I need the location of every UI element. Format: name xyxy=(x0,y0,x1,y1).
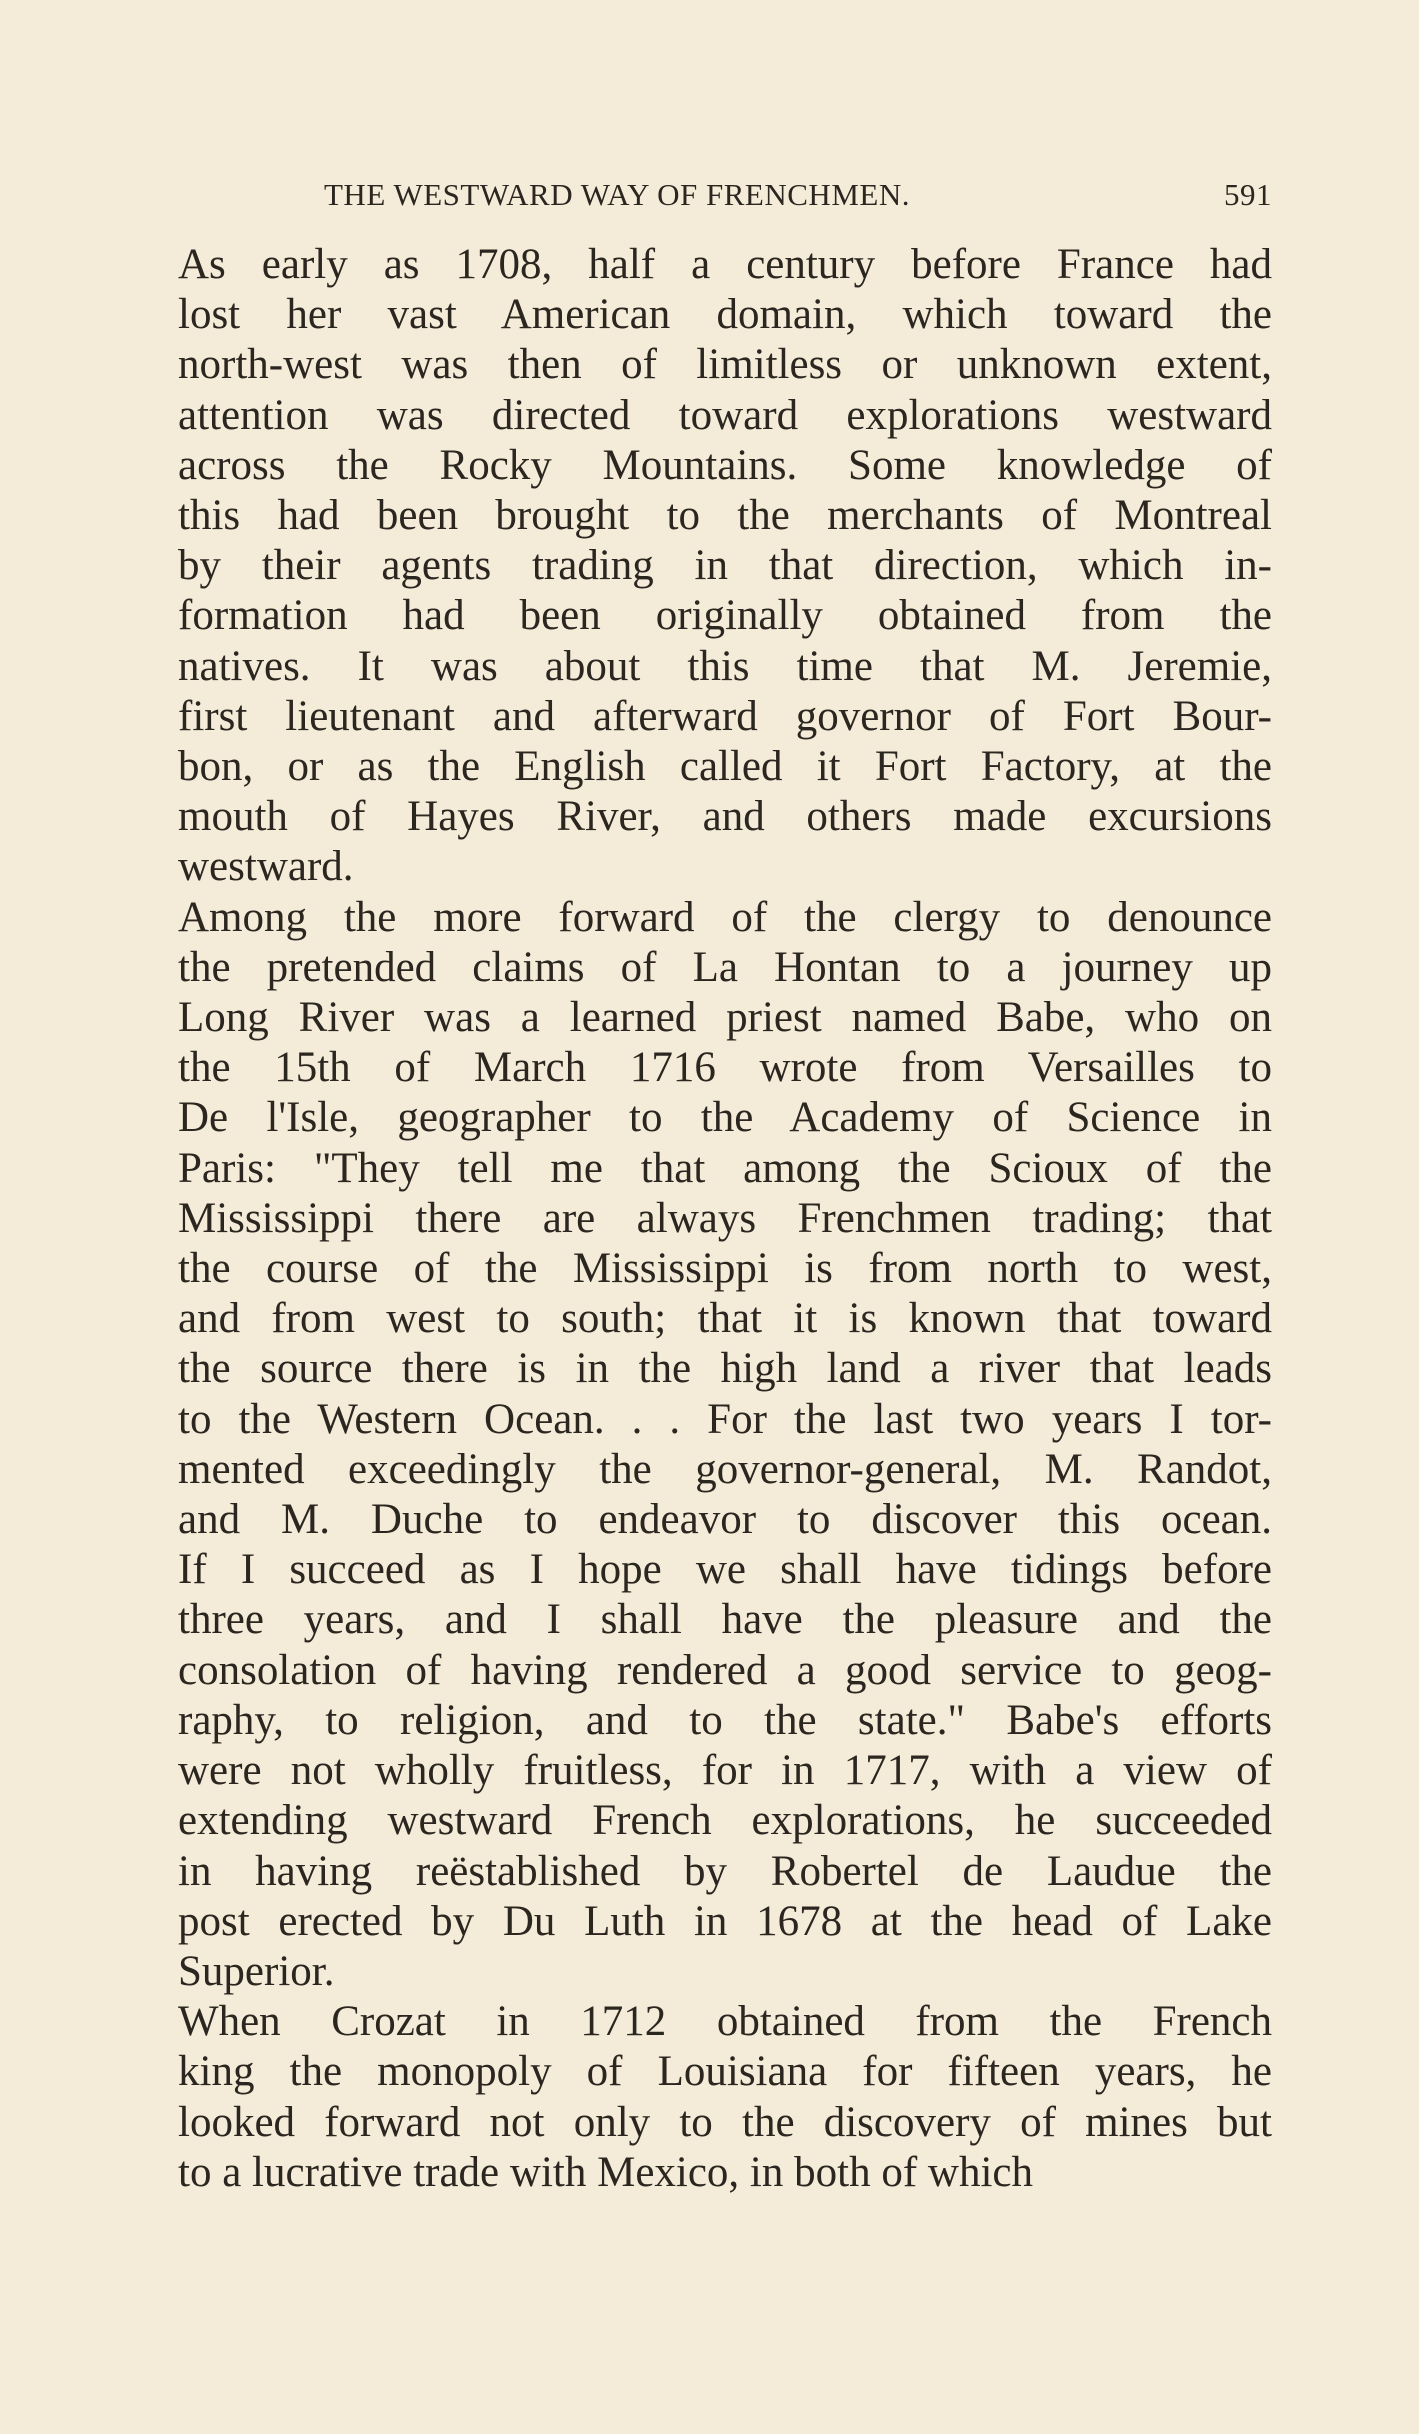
text-line: westward. xyxy=(178,843,354,891)
text-line: by their agents trading in that direction, which in- xyxy=(178,542,1272,590)
text-line: this had been brought to the merchants of Montreal xyxy=(178,492,1272,540)
page-number: 591 xyxy=(1224,177,1272,212)
text-line: consolation of having rendered a good service to geog- xyxy=(178,1646,1272,1694)
text-line: Long River was a learned priest named Babe, who on xyxy=(178,994,1272,1042)
text-line: extending westward French explorations, he succeeded xyxy=(178,1797,1272,1845)
text-line: Paris: "They tell me that among the Scioux of the xyxy=(178,1144,1272,1192)
paragraph xyxy=(126,1997,1272,2198)
text-line: mented exceedingly the governor-general, M. Randot, xyxy=(178,1445,1272,1493)
text-line: in having reëstablished by Robertel de Laudue the xyxy=(178,1847,1272,1895)
text-line: post erected by Du Luth in 1678 at the head of Lake xyxy=(178,1897,1272,1945)
running-title: THE WESTWARD WAY OF FRENCHMEN. xyxy=(324,177,910,212)
text-line: to the Western Ocean. . . For the last two years I tor- xyxy=(178,1395,1272,1443)
text-line: the course of the Mississippi is from north to west, xyxy=(178,1245,1272,1293)
text-line: to a lucrative trade with Mexico, in both of which xyxy=(178,2148,1033,2196)
text-line: north-west was then of limitless or unknown extent, xyxy=(178,341,1272,389)
text-line: the 15th of March 1716 wrote from Versailles to xyxy=(178,1044,1272,1092)
text-line: raphy, to religion, and to the state." Babe's efforts xyxy=(178,1696,1272,1744)
text-line: Mississippi there are always Frenchmen trading; that xyxy=(178,1194,1272,1242)
text-line: were not wholly fruitless, for in 1717, with a view of xyxy=(178,1747,1272,1795)
text-line: When Crozat in 1712 obtained from the French xyxy=(178,1998,1272,2046)
text-line: lost her vast American domain, which toward the xyxy=(178,291,1272,339)
text-line: As early as 1708, half a century before France had xyxy=(178,241,1272,288)
text-line: the source there is in the high land a river that leads xyxy=(178,1345,1272,1393)
paragraph xyxy=(126,240,1272,893)
text-line: natives. It was about this time that M. Jeremie, xyxy=(178,642,1272,690)
text-line: attention was directed toward explorations westward xyxy=(178,391,1272,439)
text-line: the pretended claims of La Hontan to a journey up xyxy=(178,943,1272,991)
text-line: If I succeed as I hope we shall have tidings before xyxy=(178,1546,1272,1594)
text-line: first lieutenant and afterward governor of Fort Bour- xyxy=(178,692,1272,740)
text-line: Superior. xyxy=(178,1947,335,1995)
text-line: three years, and I shall have the pleasure and the xyxy=(178,1596,1272,1644)
text-line: De l'Isle, geographer to the Academy of Science in xyxy=(178,1094,1272,1142)
body-text xyxy=(126,240,1272,2198)
paragraph xyxy=(126,893,1272,1997)
text-line: formation had been originally obtained from the xyxy=(178,592,1272,640)
running-head xyxy=(126,172,1272,218)
text-line: looked forward not only to the discovery of mines but xyxy=(178,2098,1272,2146)
text-line: across the Rocky Mountains. Some knowledge of xyxy=(178,441,1272,489)
text-line: and M. Duche to endeavor to discover this ocean. xyxy=(178,1496,1272,1544)
text-line: Among the more forward of the clergy to denounce xyxy=(178,893,1272,941)
text-line: king the monopoly of Louisiana for fifteen years, he xyxy=(178,2048,1272,2096)
text-line: bon, or as the English called it Fort Factory, at the xyxy=(178,743,1272,791)
text-line: mouth of Hayes River, and others made excursions xyxy=(178,793,1272,841)
text-line: and from west to south; that it is known that toward xyxy=(178,1295,1272,1343)
